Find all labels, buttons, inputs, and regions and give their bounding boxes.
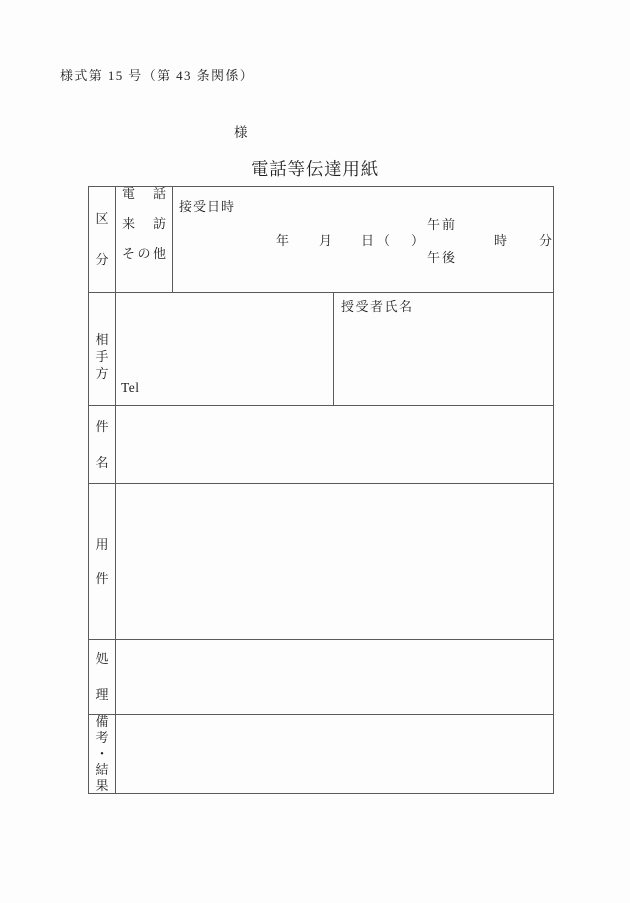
am-label: 午前 [427, 217, 458, 232]
cell-category-label [89, 187, 116, 293]
row-party [89, 293, 554, 406]
year-label: 年 [276, 233, 290, 248]
page-title: 電話等伝達用紙 [250, 159, 380, 179]
tel-label: Tel [121, 380, 140, 395]
row-business [89, 484, 554, 640]
option-other: そ の 他 [122, 246, 166, 261]
party-label: 相 手 方 [95, 331, 109, 381]
cell-party-label [89, 293, 116, 406]
cell-subject-entry [116, 406, 554, 484]
business-label: 用 件 [95, 536, 109, 586]
month-label: 月 [319, 233, 333, 248]
cell-party-entry [116, 293, 334, 406]
option-telephone: 電 話 [122, 186, 166, 201]
cell-disposition-label [89, 640, 116, 715]
row-subject [89, 406, 554, 484]
day-label: 日 [361, 233, 375, 248]
subject-label: 件 名 [95, 418, 109, 470]
minute-label: 分 [539, 233, 553, 248]
form-table [88, 186, 554, 794]
pm-label: 午後 [427, 250, 458, 265]
cell-remarks-entry [116, 715, 554, 794]
cell-business-label [89, 484, 116, 640]
cell-disposition-entry [116, 640, 554, 715]
paren-close: ） [411, 233, 425, 248]
remarks-label: 備 考 ・ 結 果 [95, 714, 109, 793]
cell-subject-label [89, 406, 116, 484]
disposition-label: 処 理 [95, 651, 109, 702]
cell-reception-datetime [173, 187, 554, 293]
paren-open: （ [377, 233, 391, 248]
cell-receiver-name [334, 293, 554, 406]
category-label: 区 分 [95, 211, 109, 267]
option-visit: 来 訪 [122, 216, 166, 231]
row-remarks [89, 715, 554, 794]
row-category [89, 187, 554, 293]
reception-label: 接受日時 [179, 199, 236, 214]
cell-business-entry [116, 484, 554, 640]
row-disposition [89, 640, 554, 715]
receiver-name-label: 授受者氏名 [341, 299, 414, 314]
category-options [116, 187, 172, 261]
cell-category-options [116, 187, 173, 293]
form-number: 様式第 15 号（第 43 条関係） [60, 68, 255, 83]
cell-remarks-label [89, 715, 116, 794]
addressee-suffix: 様 [234, 125, 248, 140]
hour-label: 時 [494, 233, 508, 248]
